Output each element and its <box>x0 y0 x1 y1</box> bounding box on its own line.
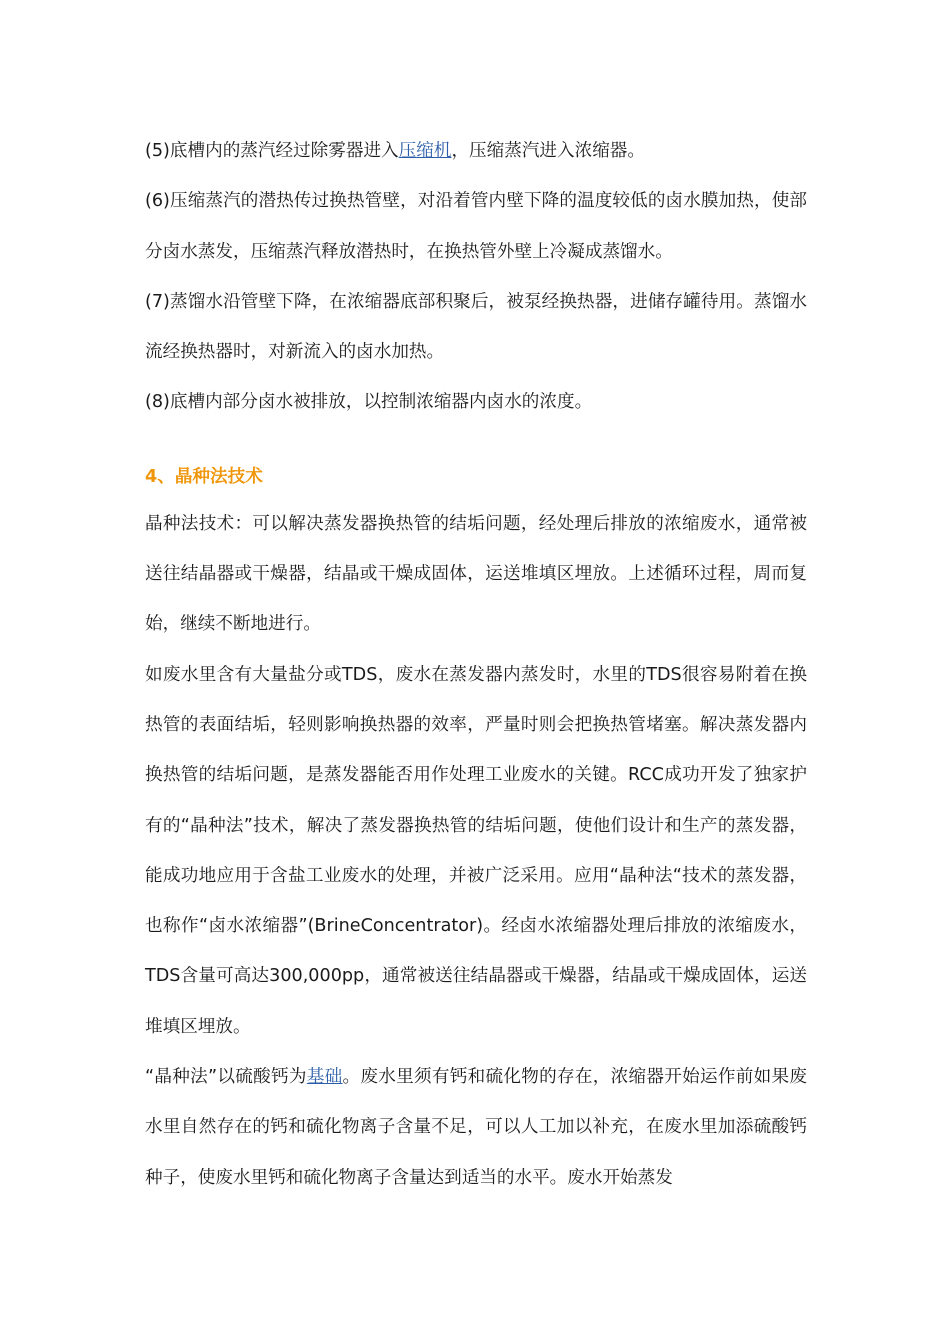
paragraph-3-text-after: 。废水里须有钙和硫化物的存在，浓缩器开始运作前如果废水里自然存在的钙和硫化物离子含量不足，可以人工加以补充，在废水里加添硫酸钙种子，使废水里钙和硫化物离子含量达到适当的水平。废水开始蒸发 <box>145 1067 807 1188</box>
document-body <box>145 126 807 1203</box>
step-7-paragraph: (7)蒸馏水沿管壁下降，在浓缩器底部积聚后，被泵经换热器，进储存罐待用。蒸馏水流经换热器时，对新流入的卤水加热。 <box>145 291 807 363</box>
section-4-paragraph-3 <box>145 1052 807 1203</box>
step-5-paragraph <box>145 126 807 176</box>
section-4-paragraph-1: 晶种法技术：可以解决蒸发器换热管的结垢问题，经处理后排放的浓缩废水，通常被送往结晶器或干燥器，结晶或干燥成固体，运送堆填区埋放。上述循环过程，周而复始，继续不断地进行。 <box>145 513 807 635</box>
step-6-paragraph: (6)压缩蒸汽的潜热传过换热管壁，对沿着管内壁下降的温度较低的卤水膜加热，使部分卤水蒸发，压缩蒸汽释放潜热时，在换热管外壁上冷凝成蒸馏水。 <box>145 191 807 262</box>
paragraph-3-text-before: “晶种法”以硫酸钙为 <box>145 1067 307 1088</box>
step-5-text-before: (5)底槽内的蒸汽经过除雾器进入 <box>145 141 399 161</box>
foundation-link[interactable]: 基础 <box>306 1067 343 1088</box>
section-4-paragraph-2: 如废水里含有大量盐分或TDS，废水在蒸发器内蒸发时，水里的TDS很容易附着在换热管的表面结垢，轻则影响换热器的效率，严量时则会把换热管堵塞。解决蒸发器内换热管的结垢问题，是蒸发器能否用作处理工业废水的关键。RCC成功开发了独家护有的“晶种法”技术，解决了蒸发器换热管的结垢问题，使他们设计和生产的蒸发器，能成功地应用于含盐工业废水的处理，并被广泛采用。应用“晶种法“技术的蒸发器，也称作“卤水浓缩器”(BrineConcentrator)。经卤水浓缩器处理后排放的浓缩废水，TDS含量可高达300,000pp，通常被送往结晶器或干燥器，结晶或干燥成固体，运送堆填区埋放。 <box>145 664 807 1037</box>
step-8-paragraph: (8)底槽内部分卤水被排放，以控制浓缩器内卤水的浓度。 <box>145 392 593 413</box>
compressor-link[interactable]: 压缩机 <box>398 141 452 161</box>
step-5-text-after: ，压缩蒸汽进入浓缩器。 <box>451 141 645 161</box>
section-4-heading: 4、晶种法技术 <box>145 466 263 487</box>
